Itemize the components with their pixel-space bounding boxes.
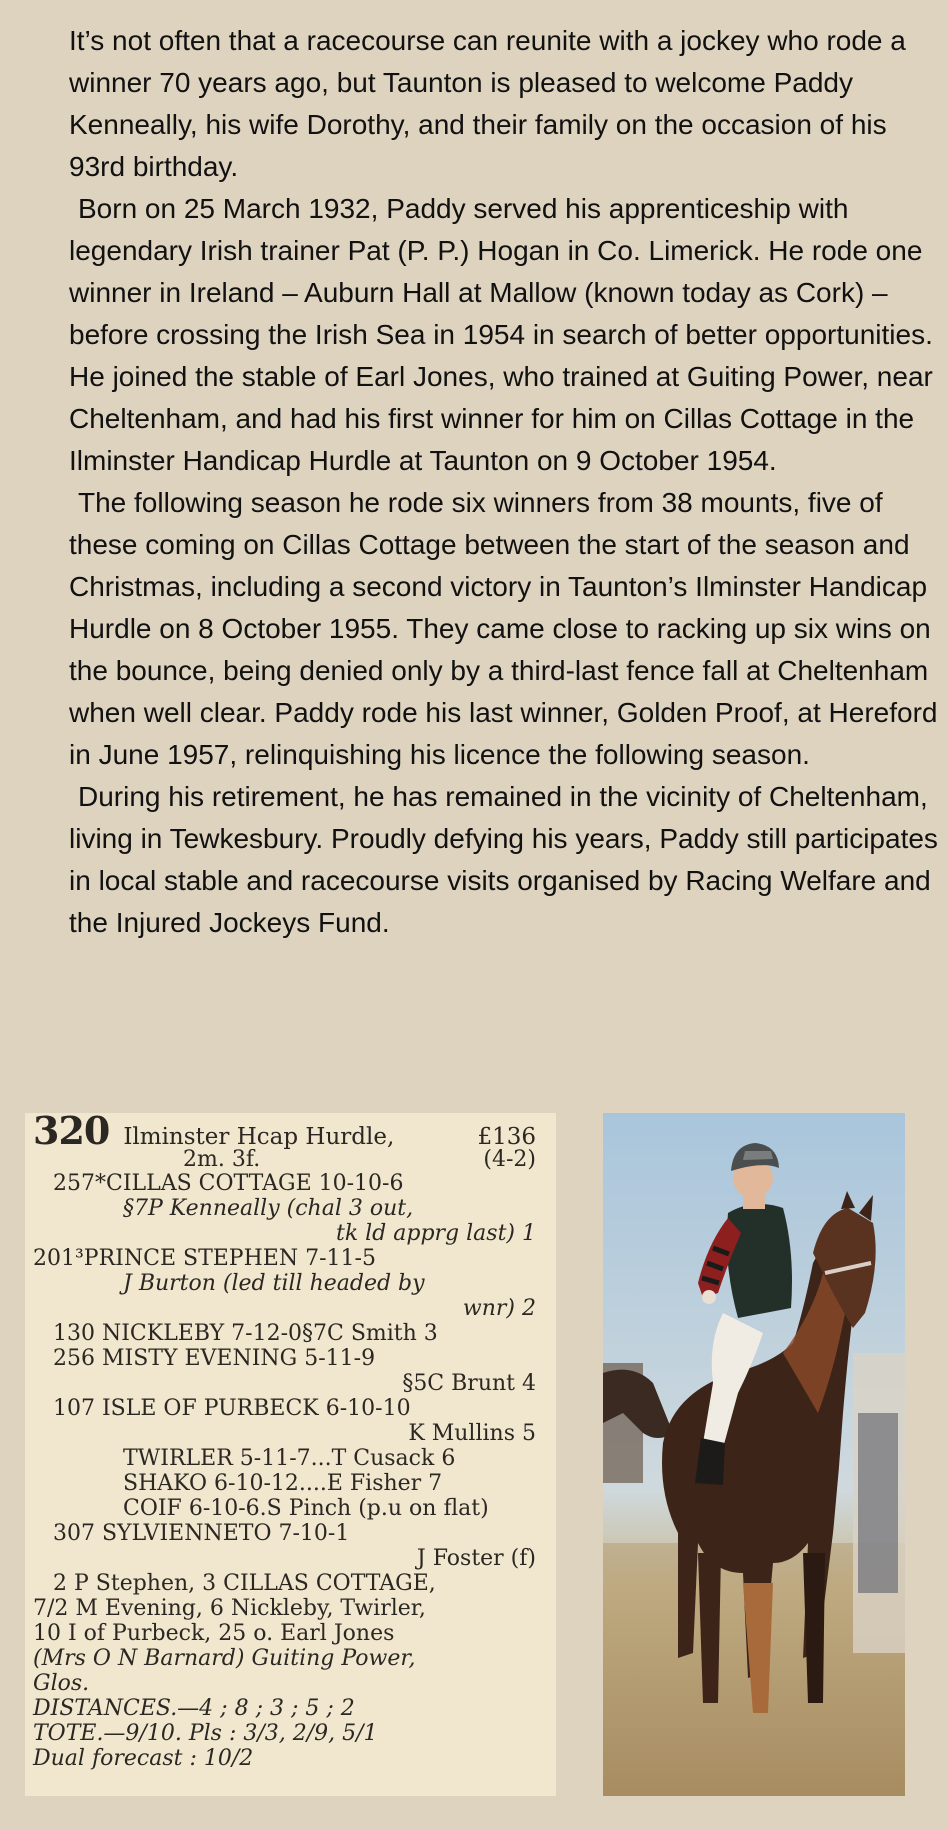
result-line: 130 NICKLEBY 7-12-0§7C Smith 3 xyxy=(53,1321,438,1346)
result-line: 107 ISLE OF PURBECK 6-10-10 xyxy=(53,1396,411,1421)
race-runners: (4-2) xyxy=(483,1147,536,1172)
article-paragraph-3: The following season he rode six winners from 38 mounts, five of these coming on Cillas Cottage between the start of the season and Christmas, including a second victory in Taunton’s Ilminster Handicap Hurdle on 8 October 1955. They came close to racking up six wins on the bounce, being denied only by a third-last fence fall at Cheltenham when well clear. Paddy rode his last winner, Golden Proof, at Hereford in June 1957, relinquishing his licence the following season. xyxy=(69,487,938,770)
result-line: tk ld apprg last) 1 xyxy=(335,1221,536,1246)
result-line: TWIRLER 5-11-7...T Cusack 6 xyxy=(123,1446,456,1471)
result-line: 201³PRINCE STEPHEN 7-11-5 xyxy=(33,1246,376,1271)
article-paragraph-4: During his retirement, he has remained in the vicinity of Cheltenham, living in Tewkesbury. Proudly defying his years, Paddy still participates in local stable and racecourse visits organised by Racing Welfare and the Injured Jockeys Fund. xyxy=(69,781,938,938)
distances-line: DISTANCES.—4 ; 8 ; 3 ; 5 ; 2 xyxy=(33,1696,355,1721)
result-line: §5C Brunt 4 xyxy=(402,1371,536,1396)
result-line: J Foster (f) xyxy=(416,1546,536,1571)
result-line: COIF 6-10-6.S Pinch (p.u on flat) xyxy=(123,1496,489,1521)
result-summary-line: (Mrs O N Barnard) Guiting Power, xyxy=(33,1646,416,1671)
result-line: 256 MISTY EVENING 5-11-9 xyxy=(53,1346,376,1371)
race-prize: £136 xyxy=(477,1124,536,1150)
article-paragraph-2: Born on 25 March 1932, Paddy served his apprenticeship with legendary Irish trainer Pat (P. P.) Hogan in Co. Limerick. He rode one winner in Ireland – Auburn Hall at Mallow (known today as Cork) – before crossing the Irish Sea in 1954 in search of better opportunities. He joined the stable of Earl Jones, who trained at Guiting Power, near Cheltenham, and had his first winner for him on Cillas Cottage in the Ilminster Handicap Hurdle at Taunton on 9 October 1954. xyxy=(69,193,933,476)
race-header xyxy=(33,1113,536,1153)
result-line: K Mullins 5 xyxy=(408,1421,536,1446)
dual-forecast-line: Dual forecast : 10/2 xyxy=(33,1746,254,1771)
result-line: SHAKO 6-10-12....E Fisher 7 xyxy=(123,1471,443,1496)
newspaper-race-result-clipping xyxy=(25,1113,556,1796)
jockey-on-horse-photo xyxy=(603,1113,905,1796)
article-text xyxy=(69,20,939,944)
race-distance: 2m. 3f. xyxy=(183,1147,261,1172)
result-summary-line: Glos. xyxy=(33,1671,90,1696)
tote-line: TOTE.—9/10. Pls : 3/3, 2/9, 5/1 xyxy=(33,1721,378,1746)
result-line: wnr) 2 xyxy=(462,1296,536,1321)
result-line: 257*CILLAS COTTAGE 10-10-6 xyxy=(53,1171,404,1196)
result-summary-line: 2 P Stephen, 3 CILLAS COTTAGE, xyxy=(53,1571,436,1596)
race-number: 320 xyxy=(33,1113,110,1153)
race-title: Ilminster Hcap Hurdle, xyxy=(123,1124,395,1150)
result-line: §7P Kenneally (chal 3 out, xyxy=(123,1196,414,1221)
result-summary-line: 10 I of Purbeck, 25 o. Earl Jones xyxy=(33,1621,395,1646)
article-paragraph-1: It’s not often that a racecourse can reunite with a jockey who rode a winner 70 years ago, but Taunton is pleased to welcome Paddy Kenneally, his wife Dorothy, and their family on the occasion of his 93rd birthday. xyxy=(69,25,906,182)
result-line: 307 SYLVIENNETO 7-10-1 xyxy=(53,1521,350,1546)
photo-illustration xyxy=(603,1113,905,1796)
result-line: J Burton (led till headed by xyxy=(123,1271,425,1296)
result-summary-line: 7/2 M Evening, 6 Nickleby, Twirler, xyxy=(33,1596,426,1621)
